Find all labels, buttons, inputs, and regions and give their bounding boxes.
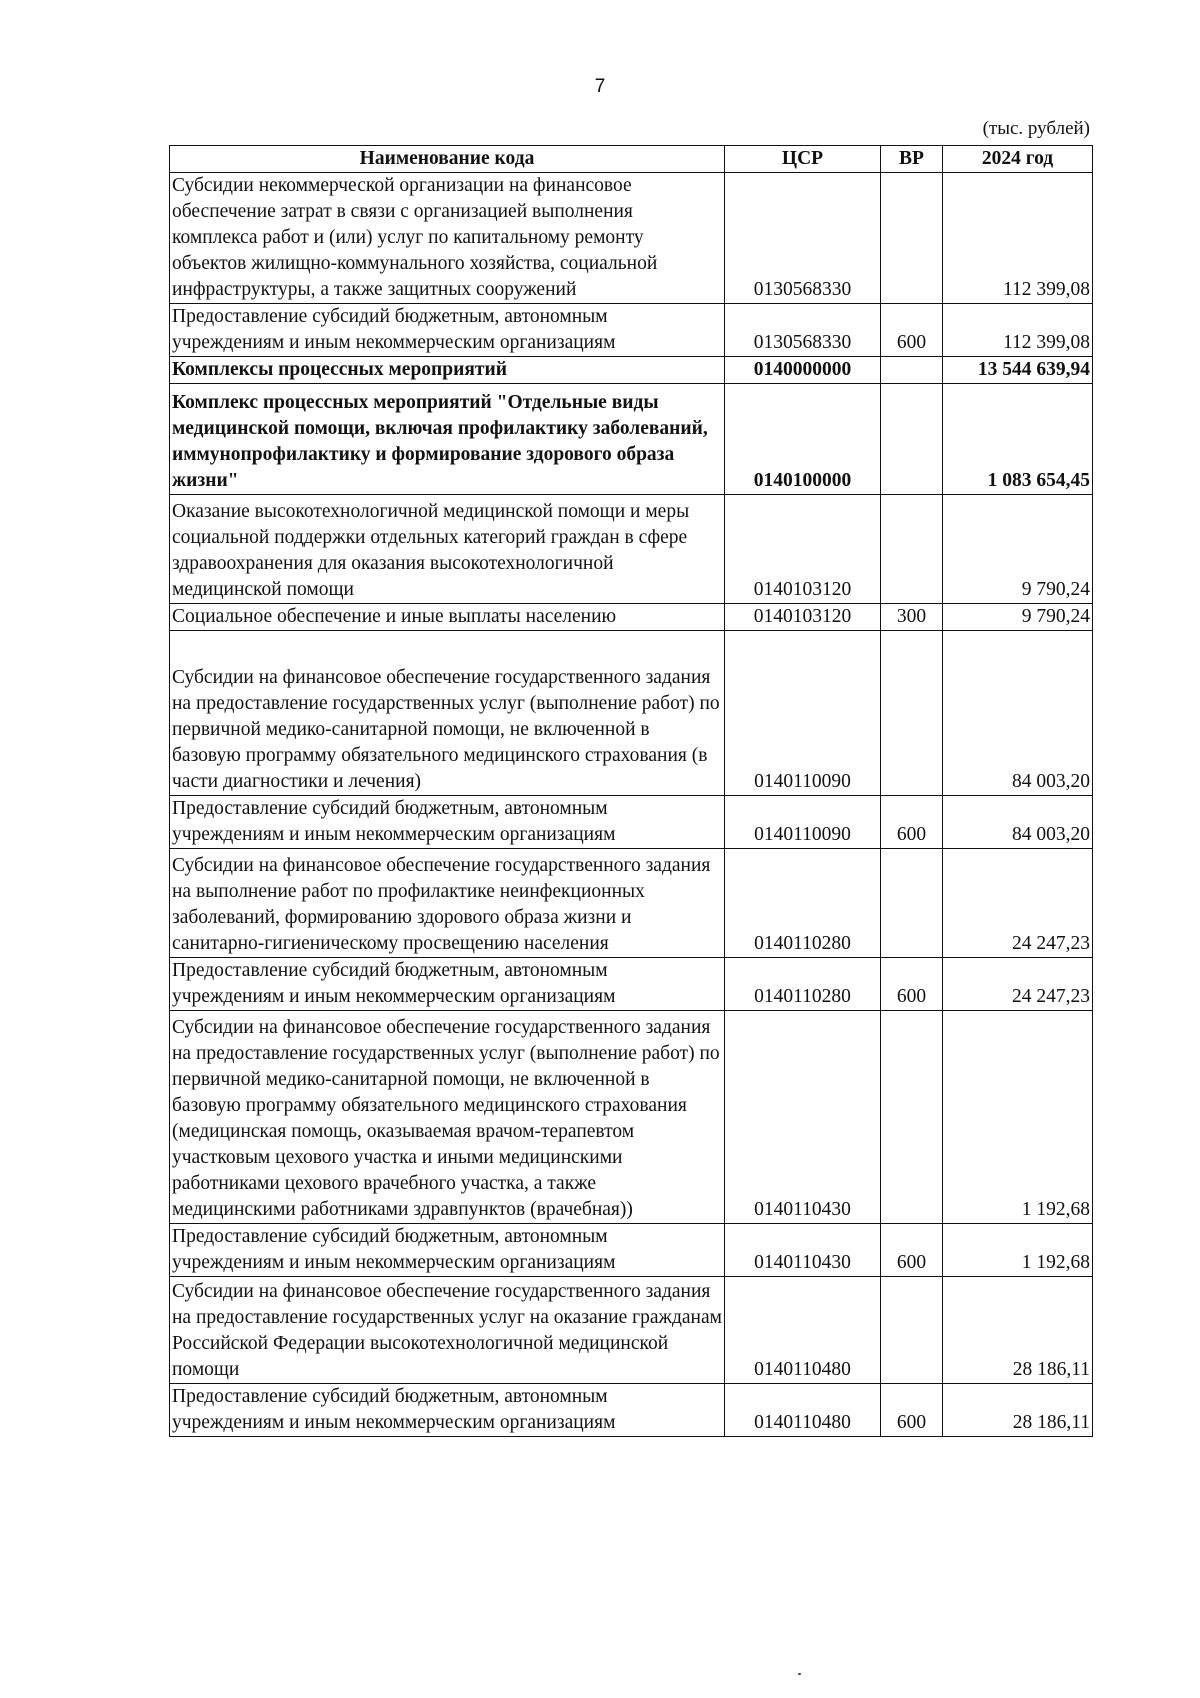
row-name: Предоставление субсидий бюджетным, автономным учреждениям и иным некоммерческим организациям [170,796,725,849]
row-name: Субсидии на финансовое обеспечение государственного задания на выполнение работ по профилактике неинфекционных заболеваний, формированию здорового образа жизни и санитарно-гигиеническому просвещению населения [170,849,725,958]
units-label: (тыс. рублей) [982,118,1090,139]
row-vr: 300 [881,604,943,631]
row-csr: 0140110280 [725,849,881,958]
row-name: Социальное обеспечение и иные выплаты населению [170,604,725,631]
row-csr: 0140110480 [725,1384,881,1437]
table-row [170,631,1093,796]
table-row [170,1011,1093,1224]
row-csr: 0140110090 [725,631,881,796]
row-name: Субсидии на финансовое обеспечение государственного задания на предоставление государственных услуг (выполнение работ) по первичной медико-санитарной помощи, не включенной в базовую программу обязательного медицинского страхования (медицинская помощь, оказываемая врачом-терапевтом участковым цехового участка и иными медицинскими работниками цехового врачебного участка, а также медицинскими работниками здравпунктов (врачебная)) [170,1011,725,1224]
table-row [170,495,1093,604]
table-row [170,1277,1093,1384]
table-header-row [170,146,1093,173]
header-name: Наименование кода [170,146,725,173]
row-sum: 13 544 639,94 [943,357,1093,384]
table-row [170,304,1093,357]
header-vr: ВР [881,146,943,173]
row-csr: 0140110280 [725,958,881,1011]
header-sum: 2024 год [943,146,1093,173]
row-name: Комплексы процессных мероприятий [170,357,725,384]
table-row [170,357,1093,384]
row-vr: 600 [881,1384,943,1437]
row-csr: 0140110430 [725,1011,881,1224]
row-vr [881,173,943,304]
table-row [170,384,1093,495]
row-sum: 1 083 654,45 [943,384,1093,495]
row-csr: 0140103120 [725,604,881,631]
table-row [170,173,1093,304]
table-row [170,1224,1093,1277]
row-vr: 600 [881,1224,943,1277]
row-name: Оказание высокотехнологичной медицинской помощи и меры социальной поддержки отдельных категорий граждан в сфере здравоохранения для оказания высокотехнологичной медицинской помощи [170,495,725,604]
row-sum: 84 003,20 [943,631,1093,796]
page-number: 7 [594,76,606,97]
row-csr: 0140000000 [725,357,881,384]
row-sum: 112 399,08 [943,304,1093,357]
row-sum: 24 247,23 [943,958,1093,1011]
row-vr [881,1011,943,1224]
row-name: Субсидии некоммерческой организации на финансовое обеспечение затрат в связи с организацией выполнения комплекса работ и (или) услуг по капитальному ремонту объектов жилищно-коммунального хозяйства, социальной инфраструктуры, а также защитных сооружений [170,173,725,304]
row-sum: 112 399,08 [943,173,1093,304]
row-sum: 84 003,20 [943,796,1093,849]
row-sum: 28 186,11 [943,1277,1093,1384]
row-sum: 28 186,11 [943,1384,1093,1437]
row-csr: 0140110090 [725,796,881,849]
row-sum: 1 192,68 [943,1011,1093,1224]
table-row [170,849,1093,958]
row-vr [881,631,943,796]
row-csr: 0130568330 [725,173,881,304]
table-row [170,1384,1093,1437]
row-csr: 0140103120 [725,495,881,604]
row-vr [881,1277,943,1384]
table-row [170,958,1093,1011]
row-name: Субсидии на финансовое обеспечение государственного задания на предоставление государственных услуг на оказание гражданам Российской Федерации высокотехнологичной медицинской помощи [170,1277,725,1384]
row-csr: 0140110430 [725,1224,881,1277]
header-csr: ЦСР [725,146,881,173]
row-sum: 9 790,24 [943,495,1093,604]
table-row [170,796,1093,849]
row-sum: 9 790,24 [943,604,1093,631]
row-name: Комплекс процессных мероприятий "Отдельные виды медицинской помощи, включая профилактику заболеваний, иммунопрофилактику и формирование здорового образа жизни" [170,384,725,495]
scan-speck [798,1673,801,1675]
row-name: Предоставление субсидий бюджетным, автономным учреждениям и иным некоммерческим организациям [170,958,725,1011]
row-csr: 0140110480 [725,1277,881,1384]
row-vr: 600 [881,958,943,1011]
row-name: Предоставление субсидий бюджетным, автономным учреждениям и иным некоммерческим организациям [170,1224,725,1277]
row-sum: 1 192,68 [943,1224,1093,1277]
table-row [170,604,1093,631]
row-vr [881,849,943,958]
row-name: Субсидии на финансовое обеспечение государственного задания на предоставление государственных услуг (выполнение работ) по первичной медико-санитарной помощи, не включенной в базовую программу обязательного медицинского страхования (в части диагностики и лечения) [170,631,725,796]
row-csr: 0140100000 [725,384,881,495]
row-name: Предоставление субсидий бюджетным, автономным учреждениям и иным некоммерческим организациям [170,1384,725,1437]
row-csr: 0130568330 [725,304,881,357]
row-sum: 24 247,23 [943,849,1093,958]
budget-table [169,145,1093,1437]
row-name: Предоставление субсидий бюджетным, автономным учреждениям и иным некоммерческим организациям [170,304,725,357]
row-vr: 600 [881,796,943,849]
row-vr [881,357,943,384]
row-vr: 600 [881,304,943,357]
row-vr [881,495,943,604]
row-vr [881,384,943,495]
